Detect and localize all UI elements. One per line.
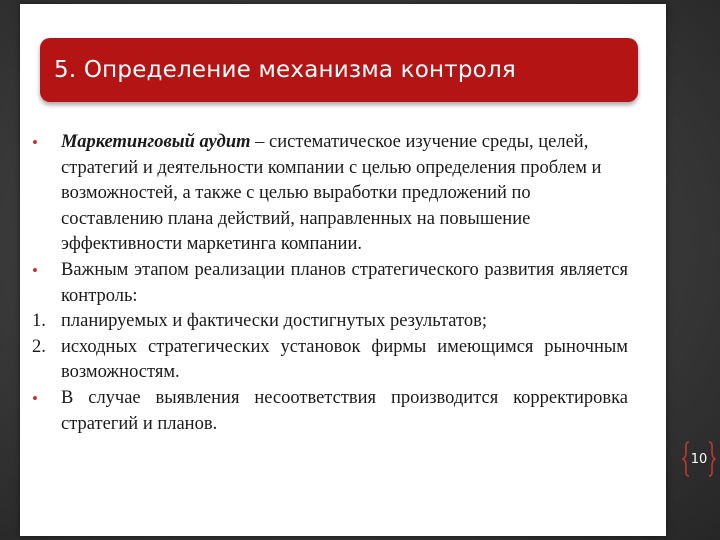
list-number: 1.: [32, 311, 46, 332]
term-marketing-audit: Маркетинговый аудит: [61, 132, 251, 152]
item-text: Важным этапом реализации планов стратегического развития является контроль:: [61, 259, 628, 306]
item-text: В случае выявления несоответствия производится корректировка стратегий и планов.: [61, 387, 628, 434]
bullet-icon: •: [32, 133, 38, 152]
item-text: исходных стратегических установок фирмы имеющимся рыночным возможностям.: [61, 336, 628, 383]
slide-content: [32, 130, 628, 437]
list-number: 2.: [32, 336, 46, 357]
right-brace-icon: [708, 441, 716, 477]
bullet-icon: •: [32, 260, 38, 280]
list-item-audit: [32, 130, 628, 258]
list-item-correction: [32, 386, 628, 437]
list-item-control: [32, 258, 628, 309]
item-text: планируемых и фактически достигнутых результатов;: [61, 311, 487, 332]
title-bar: [40, 38, 638, 102]
list-item-numbered-2: [32, 335, 628, 386]
list-item-numbered-1: [32, 309, 628, 335]
bullet-icon: •: [32, 388, 38, 408]
left-brace-icon: [682, 441, 690, 477]
page-number: 10: [690, 451, 708, 467]
item-text: Маркетинговый аудит – систематическое изучение среды, целей, стратегий и деятельности компании с целью определения проблем и возможностей, а также с целью выработки предложений по составлению плана действий, направленных на повышение эффективности маркетинга компании.: [61, 132, 602, 255]
slide-title: 5. Определение механизма контроля: [54, 57, 516, 83]
slide: [20, 4, 666, 536]
page-number-badge: [682, 441, 716, 477]
